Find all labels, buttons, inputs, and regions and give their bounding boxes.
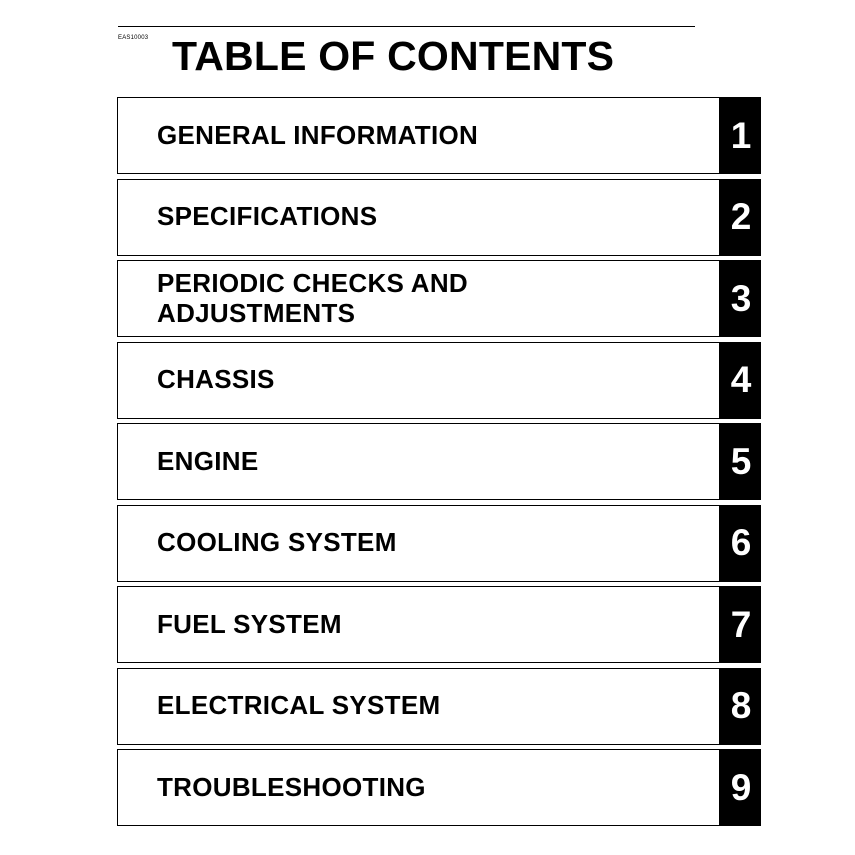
- toc-entry-label: SPECIFICATIONS: [157, 201, 378, 232]
- toc-entry-label: TROUBLESHOOTING: [157, 771, 426, 802]
- toc-entry-troubleshooting[interactable]: [117, 749, 761, 826]
- toc-entry-engine[interactable]: [117, 423, 761, 500]
- page-title: TABLE OF CONTENTS: [172, 33, 615, 79]
- chapter-tab[interactable]: 7: [719, 586, 761, 663]
- toc-entry-label: ENGINE: [157, 445, 259, 476]
- toc-entry-chassis[interactable]: [117, 342, 761, 419]
- toc-entry-label: FUEL SYSTEM: [157, 608, 342, 639]
- toc-entry-periodic-checks[interactable]: [117, 260, 761, 337]
- toc-entry-label: ELECTRICAL SYSTEM: [157, 690, 441, 721]
- toc-entry-fuel-system[interactable]: [117, 586, 761, 663]
- toc-entry-label: CHASSIS: [157, 364, 275, 395]
- chapter-tab[interactable]: 6: [719, 505, 761, 582]
- document-code: EAS10003: [118, 35, 149, 41]
- chapter-tab[interactable]: 2: [719, 179, 761, 256]
- chapter-tab[interactable]: 8: [719, 668, 761, 745]
- chapter-tab[interactable]: 9: [719, 749, 761, 826]
- toc-entry-label: PERIODIC CHECKS AND ADJUSTMENTS: [157, 267, 468, 328]
- chapter-tab[interactable]: 5: [719, 423, 761, 500]
- toc-entry-label: GENERAL INFORMATION: [157, 119, 479, 150]
- toc-entry-cooling-system[interactable]: [117, 505, 761, 582]
- toc-entry-electrical-system[interactable]: [117, 668, 761, 745]
- toc-entry-label: COOLING SYSTEM: [157, 527, 397, 558]
- toc-entry-specifications[interactable]: [117, 179, 761, 256]
- chapter-tab[interactable]: 3: [719, 260, 761, 337]
- chapter-tab[interactable]: 4: [719, 342, 761, 419]
- top-divider: [118, 26, 695, 27]
- table-of-contents: [117, 97, 761, 831]
- toc-entry-general-information[interactable]: [117, 97, 761, 174]
- chapter-tab[interactable]: 1: [719, 97, 761, 174]
